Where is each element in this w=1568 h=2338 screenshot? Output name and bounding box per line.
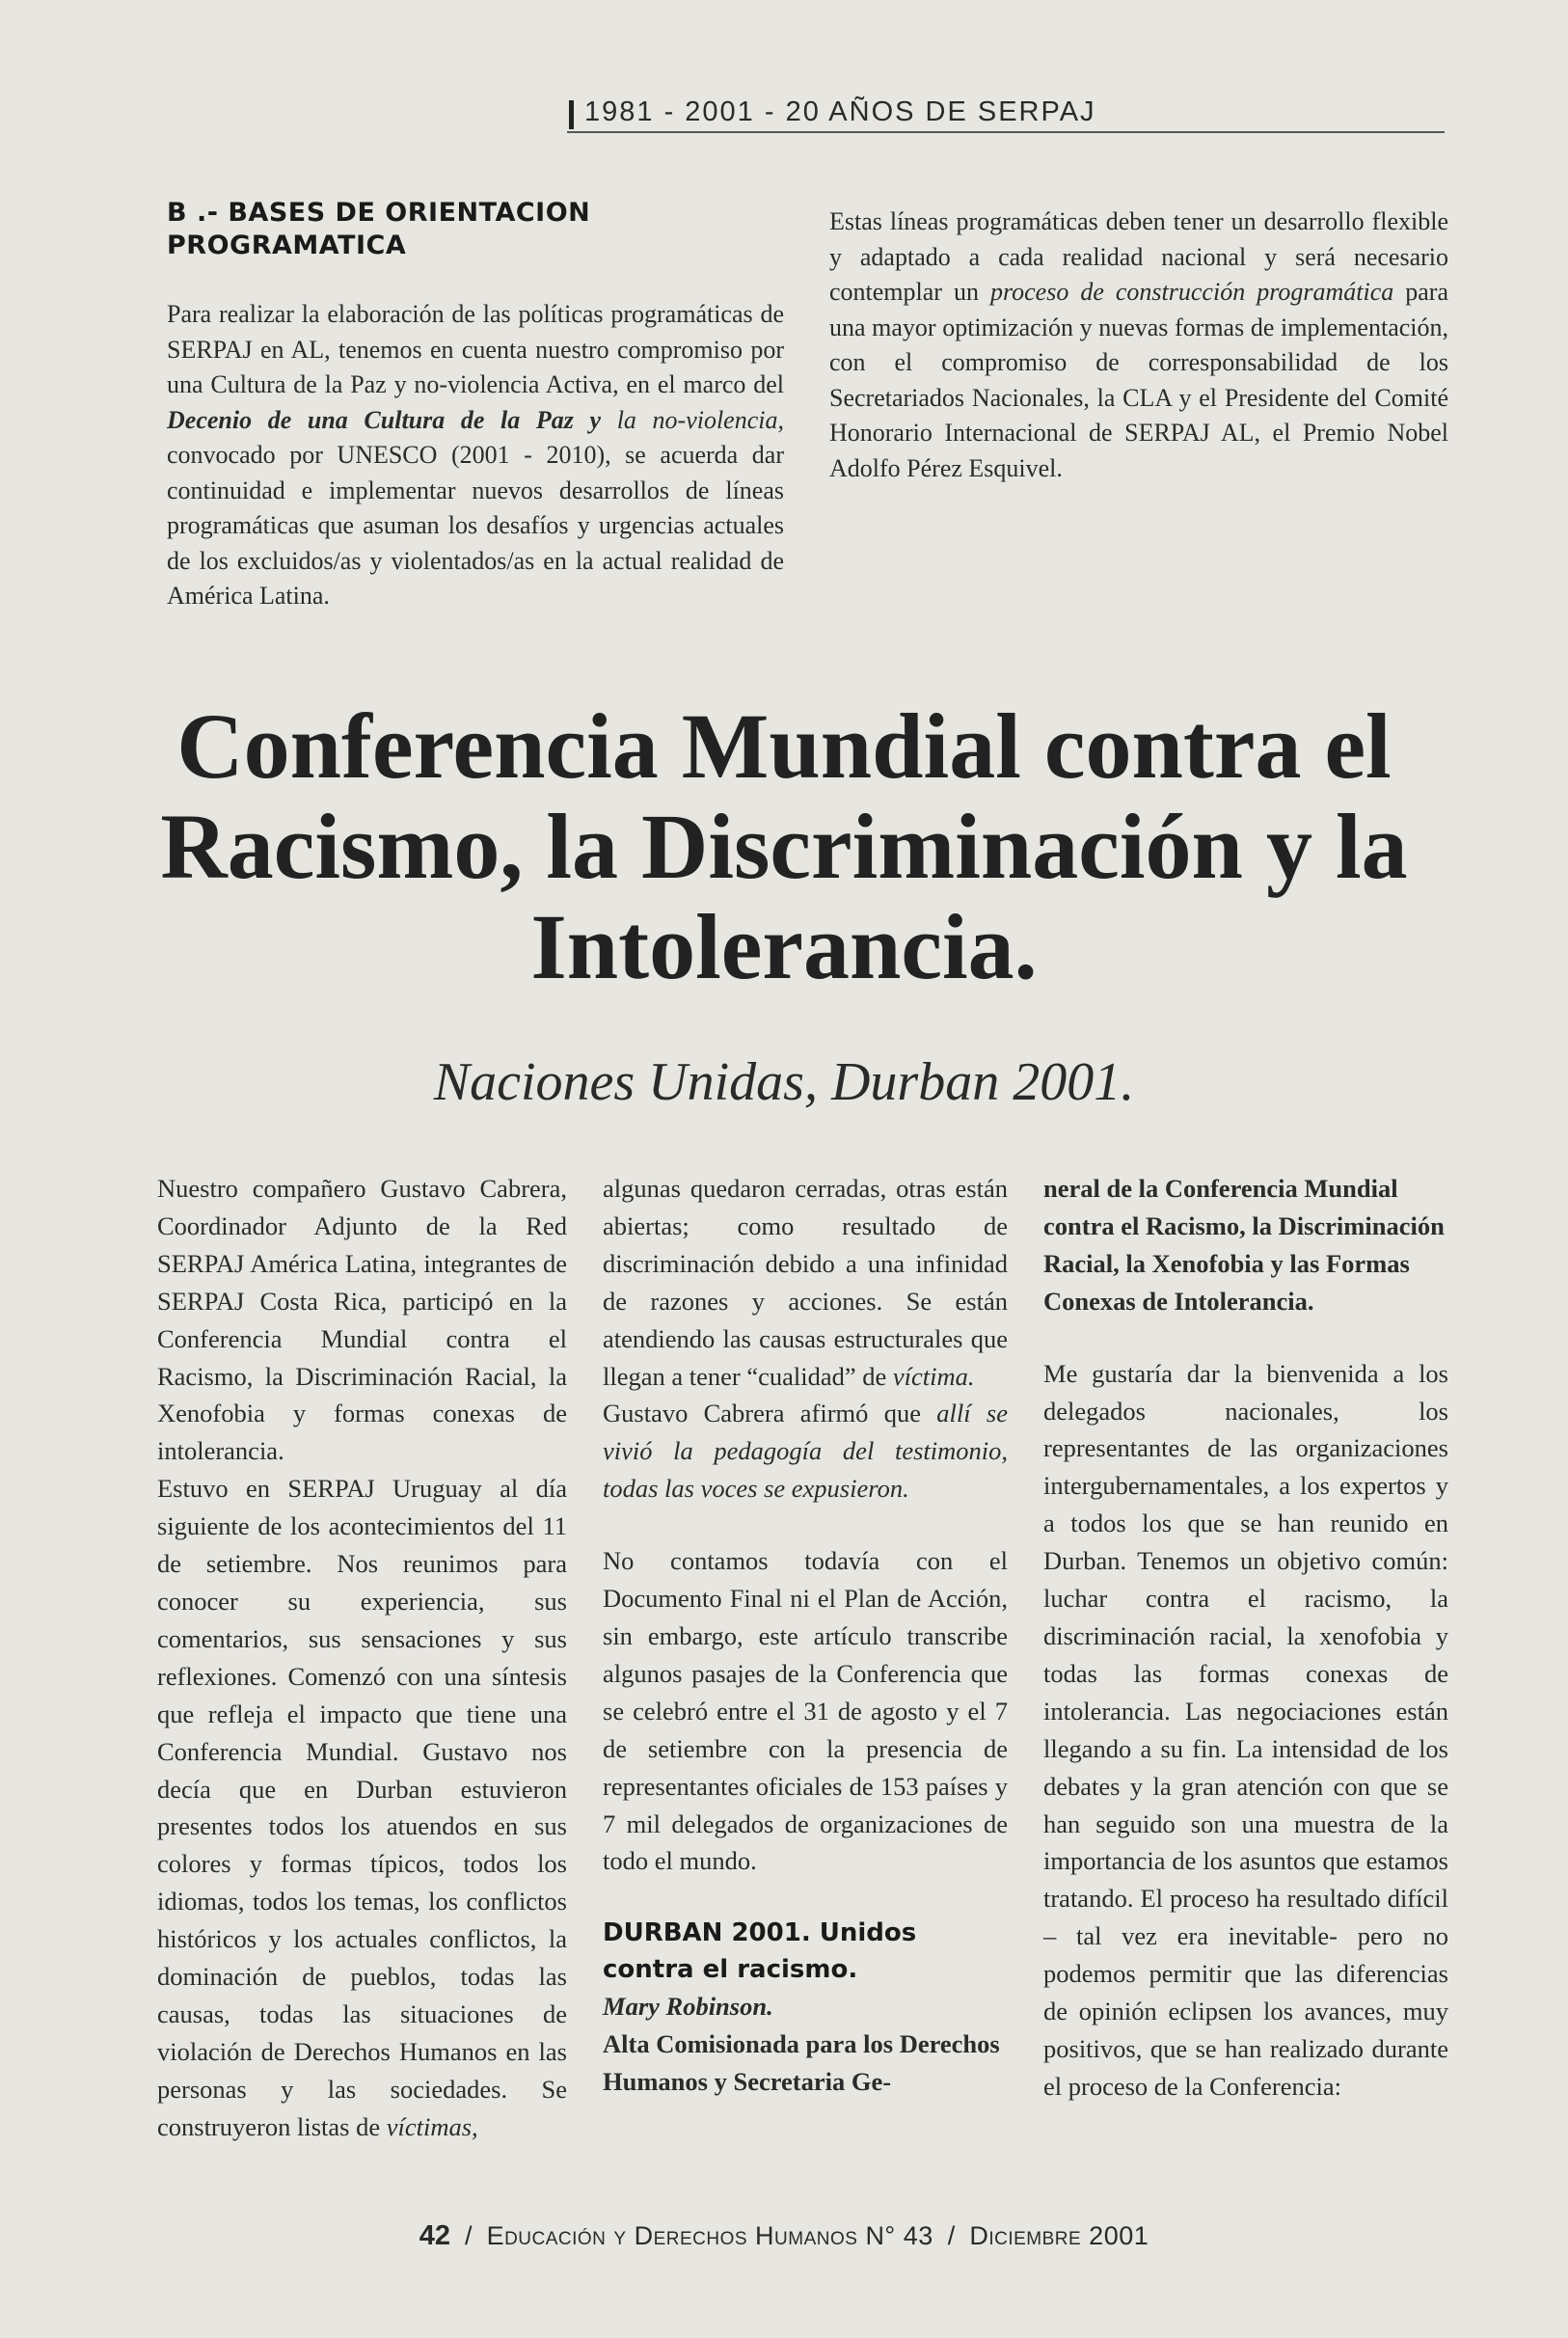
section-b-heading-line1: B .- BASES DE ORIENTACION — [167, 198, 591, 228]
page-number: 42 — [419, 2220, 451, 2251]
issue-date: Diciembre 2001 — [969, 2221, 1149, 2250]
text-run: Estuvo en SERPAJ Uruguay al día siguiente de los acontecimientos del 11 de setiembre. Nos reunimos para conocer su experiencia, sus comentarios, sus sensaciones y sus reflexiones. Comenzó con una síntesis que refleja el impacto que tiene una Conferencia Mundial. Gustavo nos decía que en Durban estuvieron presentes todos los atuendos en sus colores y formas típicos, todos los idiomas, todos los temas, los conflictos históricos y los actuales conflictos, la dominación de pueblos, todas las causas, todas las situaciones de violación de Derechos Humanos en las personas y las sociedades. Se construyeron listas de — [157, 1474, 567, 2141]
quote-italic: allí se vivió la pedagogía del testimonio, todas las voces se expusieron. — [603, 1399, 1008, 1504]
paragraph: No contamos todavía con el Documento Final ni el Plan de Acción, sin embargo, este artículo transcribe algunos pasajes de la Conferencia que se celebró entre el 31 de agosto y el 7 de setiembre con la presencia de representantes oficiales de 153 países y 7 mil delegados de organizaciones de todo el mundo. — [603, 1546, 1008, 1876]
article-subtitle: Naciones Unidas, Durban 2001. — [433, 1052, 1135, 1112]
emphasis-italic: víctimas, — [386, 2111, 478, 2141]
author-name: Mary Robinson. — [603, 1992, 773, 2022]
section-b-right-column — [829, 204, 1448, 486]
decade-title-bold: Decenio de una Cultura de la Paz y — [167, 405, 602, 434]
section-b-left-column — [167, 297, 784, 614]
paragraph-gap — [603, 1880, 1008, 1915]
paragraph — [603, 1170, 1008, 1395]
author-role-end: neral de la Conferencia Mundial contra el Racismo, la Discriminación Racial, la Xenofobia y las Formas Conexas de Intolerancia. — [1043, 1174, 1445, 1316]
durban-subheading: DURBAN 2001. Unidos contra el racismo. — [603, 1918, 917, 1985]
paragraph: Nuestro compañero Gustavo Cabrera, Coordinador Adjunto de la Red SERPAJ América Latina, integrantes de SERPAJ Costa Rica, participó en la Conferencia Mundial contra el Racismo, la Discriminación Racial, la Xenofobia y formas conexas de intolerancia. — [157, 1174, 567, 1466]
text-run: algunas quedaron cerradas, otras están abiertas; como resultado de discriminación debido a una infinidad de razones y acciones. Se están atendiendo las causas estructurales que llegan a tener “cualidad” de — [603, 1174, 1008, 1391]
emphasis-italic: proceso de construcción programática — [989, 278, 1394, 306]
text-run: Para realizar la elaboración de las políticas programáticas de SERPAJ en AL, tenemos en cuenta nuestro compromiso por una Cultura de la Paz y no-violencia Activa, en el marco del — [167, 300, 784, 398]
decade-title-italic: la no-violencia, — [601, 405, 784, 434]
text-run: para una mayor optimización y nuevas formas de implementación, con el compromiso de corresponsabilidad de los Secretariados Nacionales, la CLA y el Presidente del Comité Honorario Internacional de SERPAJ AL, el Premio Nobel Adolfo Pérez Esquivel. — [829, 278, 1448, 482]
article-title: Conferencia Mundial contra el Racismo, la Discriminación y la Intolerancia. — [160, 694, 1408, 998]
paragraph — [603, 1395, 1008, 1508]
paragraph-gap — [603, 1508, 1008, 1542]
article-column-1 — [157, 1170, 567, 2146]
emphasis-italic: víctima. — [892, 1361, 975, 1391]
section-b-heading-line2: PROGRAMATICA — [167, 231, 407, 260]
section-b-right-paragraph — [829, 204, 1448, 486]
publication-name: Educación y Derechos Humanos N° 43 — [486, 2221, 933, 2250]
section-b-left-paragraph — [167, 297, 784, 614]
section-b-heading — [167, 197, 668, 262]
paragraph-gap — [1043, 1320, 1448, 1355]
speech-paragraph: Me gustaría dar la bienvenida a los delegados nacionales, los representantes de las organizaciones intergubernamentales, a los expertos y a todos los que se han reunido en Durban. Tenemos un objetivo común: luchar contra el racismo, la discriminación racial, la xenofobia y todas las formas conexas de intolerancia. Las negociaciones están llegando a su fin. La intensidad de los debates y la gran atención con que se han seguido son una muestra de la importancia de los asuntos que estamos tratando. El proceso ha resultado difícil – tal vez era inevitable- pero no podemos permitir que las diferencias de opinión eclipsen los avances, muy positivos, que se han realizado durante el proceso de la Conferencia: — [1043, 1358, 1448, 2101]
header-bar-mark — [569, 100, 574, 129]
article-column-3 — [1043, 1170, 1448, 2106]
page-footer — [0, 2220, 1568, 2252]
footer-separator: / — [465, 2221, 473, 2250]
text-run: Gustavo Cabrera afirmó que — [603, 1399, 937, 1428]
running-header: 1981 - 2001 - 20 AÑOS DE SERPAJ — [584, 96, 1096, 127]
footer-separator: / — [947, 2221, 956, 2250]
text-run: Estas líneas programáticas deben tener un desarrollo flexible y adaptado a cada realidad nacional y será necesario contemplar un — [829, 207, 1448, 306]
author-role-start: Alta Comisionada para los Derechos Humanos y Secretaria Ge- — [603, 2029, 1000, 2097]
text-run: convocado por UNESCO (2001 - 2010), se acuerda dar continuidad e implementar nuevos desarrollos de líneas programáticas que asuman los desafíos y urgencias actuales de los excluidos/as y violentados/as en la actual realidad de América Latina. — [167, 441, 784, 610]
header-rule — [567, 131, 1445, 133]
paragraph — [157, 1470, 567, 2145]
article-column-2 — [603, 1170, 1008, 2101]
